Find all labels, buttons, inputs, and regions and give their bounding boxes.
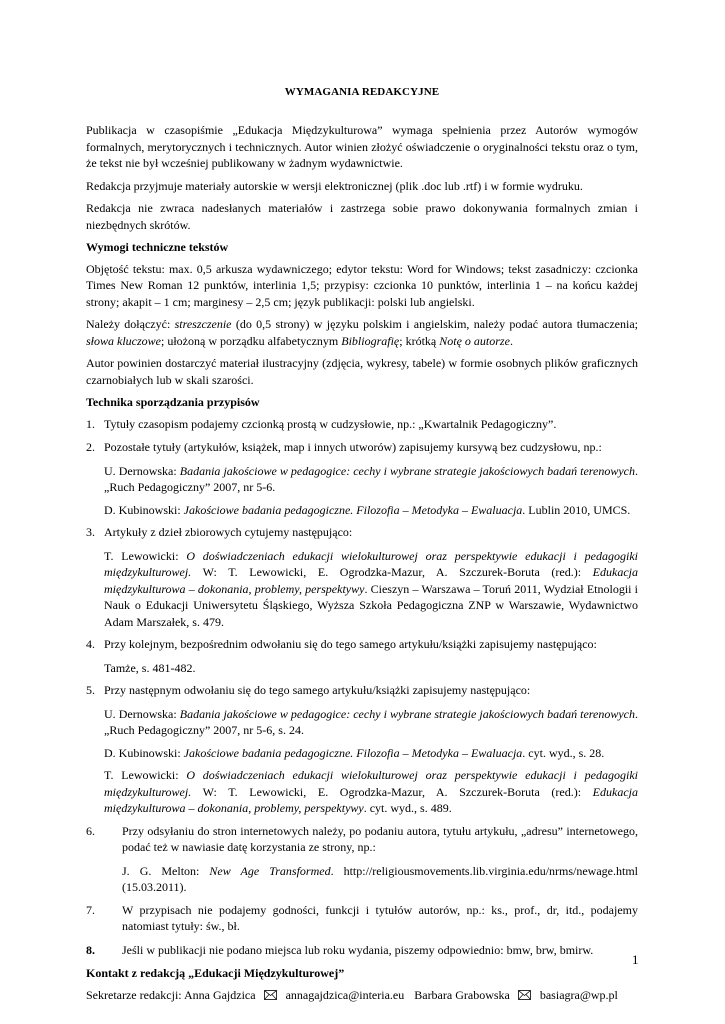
contact-name: Barbara Grabowska [414, 987, 510, 1002]
item-text: Przy kolejnym, bezpośrednim odwołaniu się do tego samego artykułu/książki zapisujemy następująco: [104, 637, 597, 651]
reference-example [86, 463, 638, 496]
section-heading: Wymogi techniczne tekstów [86, 240, 229, 254]
item-number: 7. [86, 902, 95, 917]
list-item [86, 942, 638, 959]
text-span: . cyt. wyd., s. 28. [522, 745, 605, 760]
item-number: 1. [86, 416, 95, 431]
text-span: T. Lewowicki: [104, 768, 187, 782]
text-span: T. Lewowicki: [104, 548, 187, 563]
list-item [86, 682, 638, 699]
text-span: ; ułożoną w porządku alfabetycznym [161, 333, 342, 348]
tech-paragraph: Autor powinien dostarczyć materiał ilustracyjny (zdjęcia, wykresy, tabele) w formie osobnych plików graficznych czarnobiałych lub w skali szarości. [86, 356, 638, 387]
text-span: U. Dernowska: [104, 463, 180, 478]
text-span: J. G. Melton: [122, 863, 210, 878]
section-heading: Kontakt z redakcją „Edukacji Międzykulturowej” [86, 966, 345, 980]
italic-text: streszczenie [174, 317, 232, 331]
list-item [86, 439, 638, 456]
reference-example [86, 706, 638, 739]
text-span: D. Kubinowski: [104, 745, 184, 760]
document-body [86, 122, 638, 1003]
item-number: 3. [86, 525, 95, 539]
italic-text: New Age Transformed [209, 863, 331, 878]
item-text: Jeśli w publikacji nie podano miejsca lub roku wydania, piszemy odpowiednio: bmw, brw, bmirw. [122, 942, 594, 957]
reference-example [86, 502, 638, 519]
text-span: (do 0,5 strony) w języku polskim i angielskim, należy podać autora tłumaczenia; [231, 317, 638, 331]
item-number: 5. [86, 683, 95, 697]
contact-label: Sekretarze redakcji: Anna Gajdzica [86, 987, 256, 1002]
italic-text: Edukacja międzykulturowa – dokonania, problemy, perspektywy [104, 784, 638, 815]
email-link[interactable]: annagajdzica@interia.eu [285, 987, 405, 1002]
text-span: D. Kubinowski: [104, 502, 184, 517]
italic-text: O doświadczeniach edukacji wielokulturowej oraz perspektywie edukacji i pedagogiki międzykulturowej. [104, 768, 638, 799]
text-span: U. Dernowska: [104, 706, 180, 721]
page-number: 1 [632, 952, 639, 967]
italic-text: Jakościowe badania pedagogiczne. Filozofia – Metodyka – Ewaluacja [183, 745, 523, 760]
contact-line [86, 987, 638, 1004]
list-item [86, 823, 638, 856]
text-span: W: T. Lewowicki, E. Ogrodzka-Mazur, A. Szczurek-Boruta (red.): [191, 565, 593, 579]
section-heading: Technika sporządzania przypisów [86, 395, 260, 409]
item-number: 8. [86, 942, 95, 957]
text-span: . „Ruch Pedagogiczny” 2007, nr 5-6, s. 24. [104, 706, 638, 737]
text-span: ; krótką [399, 333, 440, 348]
italic-text: O doświadczeniach edukacji wielokulturowej oraz perspektywie edukacji i pedagogiki międzykulturowej. [104, 548, 638, 579]
item-text: Przy następnym odwołaniu się do tego samego artykułu/książki zapisujemy następująco: [104, 683, 531, 697]
list-item [86, 902, 638, 935]
italic-text: Badania jakościowe w pedagogice: cechy i wybrane strategie jakościowych badań terenowych [179, 463, 635, 478]
italic-text: Badania jakościowe w pedagogice: cechy i wybrane strategie jakościowych badań terenowych [179, 706, 635, 721]
italic-text: Edukacja międzykulturowa – dokonania, problemy, perspektywy [104, 565, 638, 596]
text-span: . [509, 333, 513, 348]
text-span: . cyt. wyd., s. 489. [363, 801, 452, 815]
item-number: 6. [86, 823, 95, 838]
tech-paragraph: Objętość tekstu: max. 0,5 arkusza wydawniczego; edytor tekstu: Word for Windows; tekst zasadniczy: czcionka Times New Roman 12 punktów, interlinia 1,5; przypisy: czcionka 10 punktów, interlinia 1 – na końcu każdej strony; akapit – 1 cm; marginesy – 2,5 cm; język publikacji: polski lub angielski. [86, 261, 638, 309]
italic-text: Notę o autorze [439, 333, 510, 348]
text-span: Należy dołączyć: [86, 317, 175, 331]
text-span: . „Ruch Pedagogiczny” 2007, nr 5-6. [104, 463, 638, 494]
italic-text: słowa kluczowe [86, 333, 161, 348]
intro-paragraph: Redakcja nie zwraca nadesłanych materiałów i zastrzega sobie prawo dokonywania formalnych zmian i niezbędnych skrótów. [86, 201, 638, 232]
reference-example [86, 548, 638, 631]
item-text: Tytuły czasopism podajemy czcionką prostą w cudzysłowie, np.: „Kwartalnik Pedagogiczny”. [104, 416, 557, 431]
email-link[interactable]: basiagra@wp.pl [539, 987, 618, 1002]
envelope-icon [518, 990, 531, 1000]
item-text: Przy odsyłaniu do stron internetowych należy, po podaniu autora, tytułu artykułu, „adresu” internetowego, podać też w nawiasie datę korzystania ze strony, np.: [122, 823, 638, 854]
text-span: . http://religiousmovements.lib.virginia.edu/nrms/newage.html (15.03.2011). [122, 863, 639, 894]
text-span: W: T. Lewowicki, E. Ogrodzka-Mazur, A. Szczurek-Boruta (red.): [191, 784, 593, 799]
reference-example: Tamże, s. 481-482. [104, 660, 196, 675]
page-title: WYMAGANIA REDAKCYJNE [284, 86, 440, 98]
intro-paragraph: Redakcja przyjmuje materiały autorskie w wersji elektronicznej (plik .doc lub .rtf) i w formie wydruku. [86, 178, 583, 193]
item-text: Pozostałe tytuły (artykułów, książek, map i innych utworów) zapisujemy kursywą bez cudzysłowu, np.: [104, 440, 602, 454]
item-number: 4. [86, 637, 95, 651]
item-number: 2. [86, 440, 95, 454]
tech-paragraph [86, 316, 638, 349]
item-text: Artykuły z dzieł zbiorowych cytujemy następująco: [104, 525, 353, 539]
text-span: . Cieszyn – Warszawa – Toruń 2011, Wydział Etnologii i Nauk o Edukacji Uniwersytetu Śląskiego, Wyższa Szkoła Pedagogiczna ZNP w Warszawie, Wydawnictwo Adam Marszałek, s. 479. [104, 581, 638, 629]
intro-paragraph: Publikacja w czasopiśmie „Edukacja Międzykulturowa” wymaga spełnienia przez Autorów wymogów formalnych, merytorycznych i technicznych. Autor winien złożyć oświadczenie o oryginalności tekstu oraz o tym, że tekst nie był wcześniej publikowany w żadnym wydawnictwie. [86, 123, 638, 170]
italic-text: Bibliografię [341, 333, 400, 348]
reference-example [86, 745, 638, 762]
reference-example [86, 863, 638, 896]
list-item [86, 416, 638, 433]
envelope-icon [264, 990, 277, 1000]
text-span: . Lublin 2010, UMCS. [522, 502, 631, 517]
italic-text: Jakościowe badania pedagogiczne. Filozofia – Metodyka – Ewaluacja [183, 502, 523, 517]
item-text: W przypisach nie podajemy godności, funkcji i tytułów autorów, np.: ks., prof., dr, itd., podajemy natomiast tytuły: św., bł. [122, 902, 638, 933]
reference-example [86, 767, 638, 817]
list-item [86, 524, 638, 541]
list-item [86, 636, 638, 653]
